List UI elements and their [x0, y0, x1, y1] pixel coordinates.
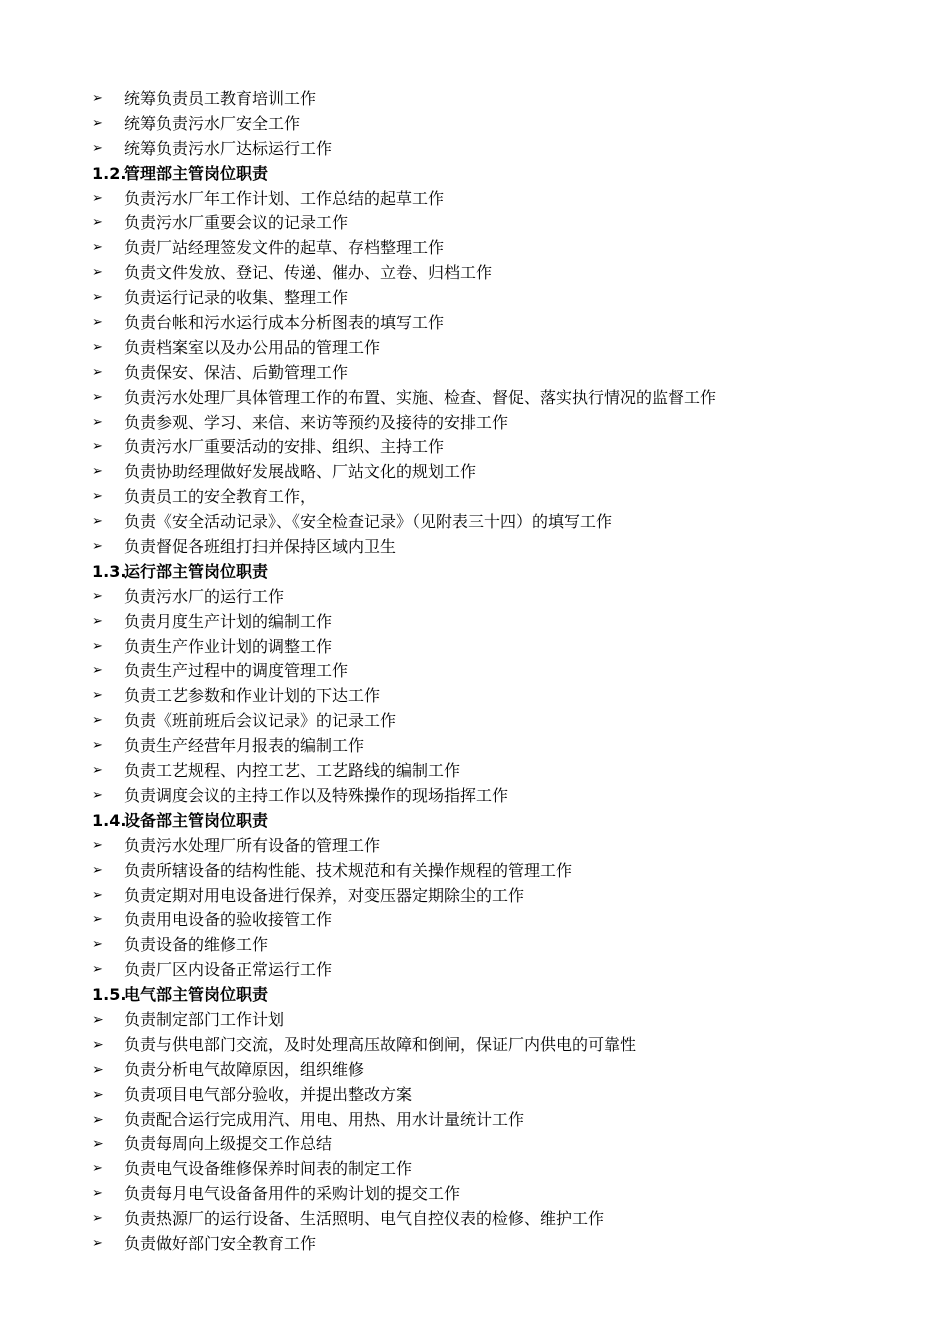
list-item — [0, 1083, 950, 1108]
list-item — [0, 784, 950, 809]
arrow-bullet-icon: ➢ — [92, 190, 103, 206]
list-item-text: 负责台帐和污水运行成本分析图表的填写工作 — [124, 313, 445, 333]
arrow-bullet-icon: ➢ — [92, 1061, 104, 1078]
section-heading — [0, 983, 950, 1008]
list-item — [0, 137, 950, 162]
arrow-bullet-icon: ➢ — [92, 1086, 104, 1103]
list-item — [0, 336, 950, 361]
list-item-text: 负责《班前班后会议记录》的记录工作 — [124, 711, 397, 731]
list-item-text: 负责配合运行完成用汽、用电、用热、用水计量统计工作 — [124, 1109, 525, 1129]
list-item — [0, 1033, 950, 1058]
list-item-text: 负责项目电气部分验收，并提出整改方案 — [124, 1084, 413, 1104]
arrow-bullet-icon: ➢ — [92, 140, 103, 156]
list-item — [0, 958, 950, 983]
list-item-text: 负责用电设备的验收接管工作 — [124, 910, 333, 930]
arrow-bullet-icon: ➢ — [92, 364, 103, 380]
list-item-text: 统筹负责污水厂达标运行工作 — [124, 138, 333, 158]
section-title: 设备部主管岗位职责 — [124, 810, 269, 830]
section-number: 1.4. — [92, 810, 127, 830]
list-item-text: 负责调度会议的主持工作以及特殊操作的现场指挥工作 — [124, 785, 509, 805]
arrow-bullet-icon: ➢ — [92, 464, 103, 480]
arrow-bullet-icon: ➢ — [92, 638, 103, 654]
arrow-bullet-icon: ➢ — [92, 738, 103, 754]
arrow-bullet-icon: ➢ — [92, 1235, 103, 1251]
list-item — [0, 734, 950, 759]
arrow-bullet-icon: ➢ — [92, 489, 103, 505]
list-item-text: 负责员工的安全教育工作， — [124, 487, 317, 507]
section-heading — [0, 560, 950, 585]
list-item-text: 负责污水厂年工作计划、工作总结的起草工作 — [124, 188, 445, 208]
list-item-text: 统筹负责员工教育培训工作 — [124, 89, 317, 108]
arrow-bullet-icon: ➢ — [92, 339, 103, 355]
arrow-bullet-icon: ➢ — [92, 215, 103, 231]
arrow-bullet-icon: ➢ — [92, 265, 103, 281]
list-item — [0, 635, 950, 660]
list-item — [0, 933, 950, 958]
list-item-text: 负责《安全活动记录》、《安全检查记录》（见附表三十四）的填写工作 — [124, 512, 613, 532]
arrow-bullet-icon: ➢ — [92, 763, 103, 779]
list-item — [0, 1008, 950, 1033]
section-title: 管理部主管岗位职责 — [124, 163, 269, 183]
document-page — [0, 87, 950, 1257]
arrow-bullet-icon: ➢ — [92, 115, 103, 131]
list-item-text: 负责与供电部门交流，及时处理高压故障和倒闸，保证厂内供电的可靠性 — [124, 1034, 637, 1054]
list-item — [0, 485, 950, 510]
arrow-bullet-icon: ➢ — [92, 315, 103, 331]
list-item — [0, 1132, 950, 1157]
list-item-text: 负责参观、学习、来信、来访等预约及接待的安排工作 — [124, 412, 509, 432]
list-item-text: 负责每月电气设备备用件的采购计划的提交工作 — [124, 1184, 461, 1204]
list-item-text: 负责文件发放、登记、传递、催办、立卷、归档工作 — [124, 263, 493, 283]
list-item — [0, 361, 950, 386]
list-item-text: 统筹负责污水厂安全工作 — [124, 113, 301, 133]
list-item-text: 负责月度生产计划的编制工作 — [124, 611, 333, 631]
section-title: 运行部主管岗位职责 — [124, 561, 269, 581]
list-item — [0, 435, 950, 460]
list-item — [0, 1157, 950, 1182]
arrow-bullet-icon: ➢ — [92, 887, 103, 903]
list-item — [0, 411, 950, 436]
arrow-bullet-icon: ➢ — [92, 1111, 104, 1128]
list-item — [0, 684, 950, 709]
section-number: 1.3. — [92, 561, 127, 581]
list-item — [0, 659, 950, 684]
list-item-text: 负责污水厂的运行工作 — [124, 586, 285, 606]
arrow-bullet-icon: ➢ — [92, 837, 103, 853]
section-number: 1.5. — [92, 985, 127, 1005]
list-item — [0, 1182, 950, 1207]
list-item — [0, 460, 950, 485]
list-item — [0, 610, 950, 635]
list-item-text: 负责运行记录的收集、整理工作 — [124, 288, 349, 308]
list-item — [0, 87, 950, 112]
list-item-text: 负责保安、保洁、后勤管理工作 — [124, 362, 349, 382]
section-heading — [0, 162, 950, 187]
list-item-text: 负责电气设备维修保养时间表的制定工作 — [124, 1159, 413, 1179]
section-number: 1.2. — [92, 163, 127, 183]
list-item — [0, 709, 950, 734]
arrow-bullet-icon: ➢ — [92, 588, 103, 604]
list-item — [0, 286, 950, 311]
list-item-text: 负责每周向上级提交工作总结 — [124, 1134, 333, 1154]
arrow-bullet-icon: ➢ — [92, 663, 103, 679]
list-item — [0, 759, 950, 784]
list-item — [0, 1207, 950, 1232]
list-item-text: 负责污水处理厂具体管理工作的布置、实施、检查、督促、落实执行情况的监督工作 — [124, 387, 717, 407]
list-item — [0, 211, 950, 236]
list-item-text: 负责生产作业计划的调整工作 — [124, 636, 333, 656]
list-item — [0, 884, 950, 909]
list-item — [0, 1058, 950, 1083]
arrow-bullet-icon: ➢ — [92, 91, 103, 106]
list-item-text: 负责污水处理厂所有设备的管理工作 — [124, 835, 381, 855]
list-item — [0, 1108, 950, 1133]
arrow-bullet-icon: ➢ — [92, 862, 103, 878]
list-item-text: 负责工艺参数和作业计划的下达工作 — [124, 686, 381, 706]
arrow-bullet-icon: ➢ — [92, 962, 103, 978]
section-title: 电气部主管岗位职责 — [124, 985, 269, 1005]
list-item-text: 负责所辖设备的结构性能、技术规范和有关操作规程的管理工作 — [124, 860, 573, 880]
list-item-text: 负责污水厂重要活动的安排、组织、主持工作 — [124, 437, 445, 457]
arrow-bullet-icon: ➢ — [92, 1211, 103, 1227]
list-item-text: 负责做好部门安全教育工作 — [124, 1233, 317, 1253]
arrow-bullet-icon: ➢ — [92, 240, 103, 256]
arrow-bullet-icon: ➢ — [92, 1036, 104, 1053]
arrow-bullet-icon: ➢ — [92, 613, 103, 629]
list-item-text: 负责定期对用电设备进行保养，对变压器定期除尘的工作 — [124, 885, 525, 905]
list-item — [0, 1232, 950, 1257]
list-item-text: 负责生产经营年月报表的编制工作 — [124, 736, 365, 756]
arrow-bullet-icon: ➢ — [92, 514, 103, 530]
arrow-bullet-icon: ➢ — [92, 912, 103, 928]
list-item — [0, 112, 950, 137]
arrow-bullet-icon: ➢ — [92, 539, 103, 555]
list-item-text: 负责协助经理做好发展战略、厂站文化的规划工作 — [124, 462, 477, 482]
list-item-text: 负责污水厂重要会议的记录工作 — [124, 213, 349, 233]
section-heading — [0, 809, 950, 834]
list-item-text: 负责制定部门工作计划 — [124, 1009, 285, 1029]
list-item — [0, 236, 950, 261]
arrow-bullet-icon: ➢ — [92, 787, 103, 803]
list-item — [0, 386, 950, 411]
arrow-bullet-icon: ➢ — [92, 713, 103, 729]
list-item-text: 负责生产过程中的调度管理工作 — [124, 661, 349, 681]
list-item-text: 负责热源厂的运行设备、生活照明、电气自控仪表的检修、维护工作 — [124, 1209, 605, 1229]
list-item-text: 负责厂站经理签发文件的起草、存档整理工作 — [124, 238, 445, 258]
list-item — [0, 908, 950, 933]
list-item-text: 负责督促各班组打扫并保持区域内卫生 — [124, 537, 397, 557]
list-item-text: 负责档案室以及办公用品的管理工作 — [124, 337, 381, 357]
list-item-text: 负责厂区内设备正常运行工作 — [124, 960, 333, 980]
list-item — [0, 859, 950, 884]
list-item — [0, 187, 950, 212]
arrow-bullet-icon: ➢ — [92, 439, 103, 455]
list-item — [0, 535, 950, 560]
arrow-bullet-icon: ➢ — [92, 688, 103, 704]
list-item — [0, 311, 950, 336]
arrow-bullet-icon: ➢ — [92, 937, 103, 953]
list-item — [0, 834, 950, 859]
list-item — [0, 261, 950, 286]
arrow-bullet-icon: ➢ — [92, 1161, 103, 1177]
list-item-text: 负责分析电气故障原因，组织维修 — [124, 1059, 365, 1079]
arrow-bullet-icon: ➢ — [92, 290, 103, 306]
list-item — [0, 585, 950, 610]
list-item — [0, 510, 950, 535]
arrow-bullet-icon: ➢ — [92, 1011, 104, 1028]
list-item-text: 负责设备的维修工作 — [124, 935, 269, 955]
arrow-bullet-icon: ➢ — [92, 414, 103, 430]
arrow-bullet-icon: ➢ — [92, 1136, 104, 1153]
list-item-text: 负责工艺规程、内控工艺、工艺路线的编制工作 — [124, 761, 461, 781]
arrow-bullet-icon: ➢ — [92, 1186, 103, 1202]
arrow-bullet-icon: ➢ — [92, 389, 103, 405]
